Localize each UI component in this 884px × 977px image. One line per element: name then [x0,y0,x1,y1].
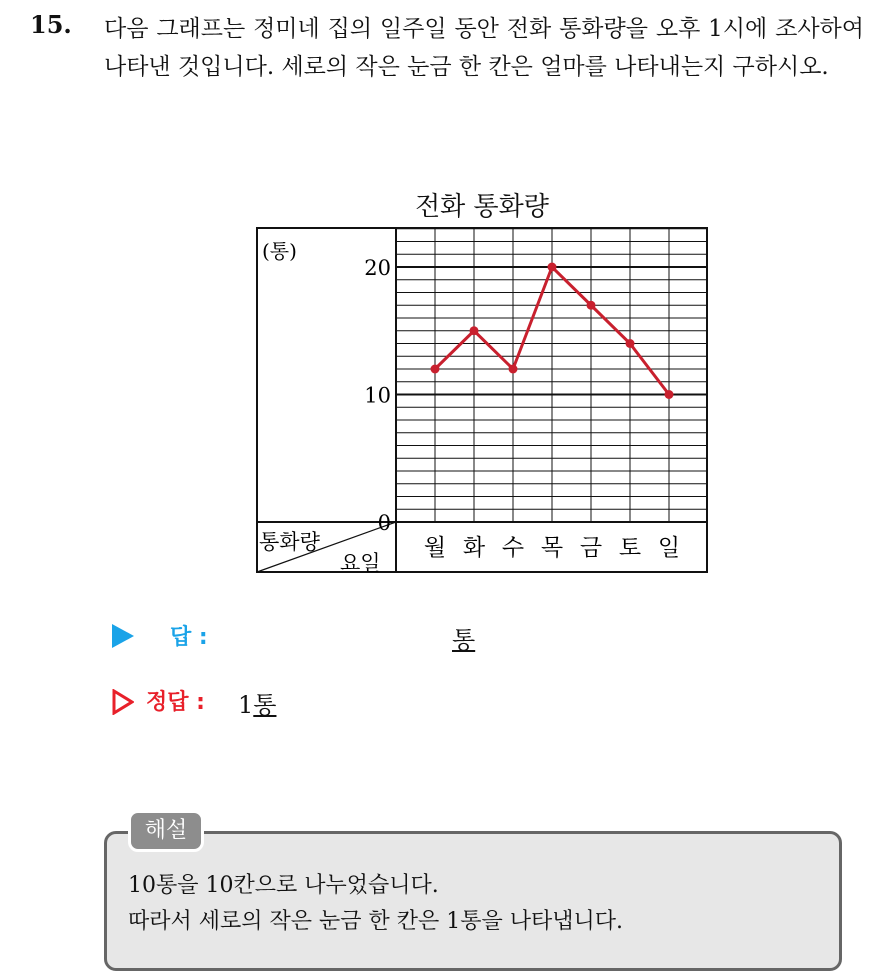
outline-triangle-icon [112,689,134,715]
x-tick-label: 화 [462,535,486,561]
data-point [665,390,674,399]
y-unit-label: (통) [262,239,297,263]
data-point [587,301,596,310]
play-triangle-icon [112,624,134,648]
x-tick-label: 금 [579,535,603,561]
corner-label-value: 통화량 [259,530,320,554]
chart-title: 전화 통화량 [415,192,549,222]
x-tick-label: 토 [618,535,642,561]
x-tick-label: 월 [423,535,447,561]
correct-answer-value [238,685,276,720]
correct-answer-row [112,683,612,723]
answer-row [112,618,612,658]
y-tick-label: 0 [377,511,391,535]
question-text: 다음 그래프는 정미네 집의 일주일 동안 전화 통화량을 오후 1시에 조사하여 나타낸 것입니다. 세로의 작은 눈금 한 칸은 얼마를 나타내는지 구하시오. [104,16,864,80]
answer-label: 답 : [170,625,208,650]
correct-answer-unit: 통 [253,691,277,719]
explanation-tag: 해설 [128,810,204,852]
x-tick-label: 수 [501,535,525,561]
explanation-text [128,868,623,940]
data-point [626,339,635,348]
y-tick-label: 10 [364,383,391,408]
question-number: 15. [30,10,72,39]
correct-answer-number: 1 [238,691,254,719]
explanation-line: 10통을 10칸으로 나누었습니다. [128,873,439,898]
corner-label-day: 요일 [340,551,381,575]
data-point [548,263,557,272]
data-point [470,326,479,335]
correct-answer-label: 정답 : [146,690,205,715]
explanation-line: 따라서 세로의 작은 눈금 한 칸은 1통을 나타냅니다. [128,909,623,934]
x-tick-label: 일 [657,535,681,561]
data-point [431,365,440,374]
data-point [509,365,518,374]
x-tick-label: 목 [540,535,564,561]
y-tick-label: 20 [364,256,391,280]
answer-unit: 통 [452,626,476,654]
